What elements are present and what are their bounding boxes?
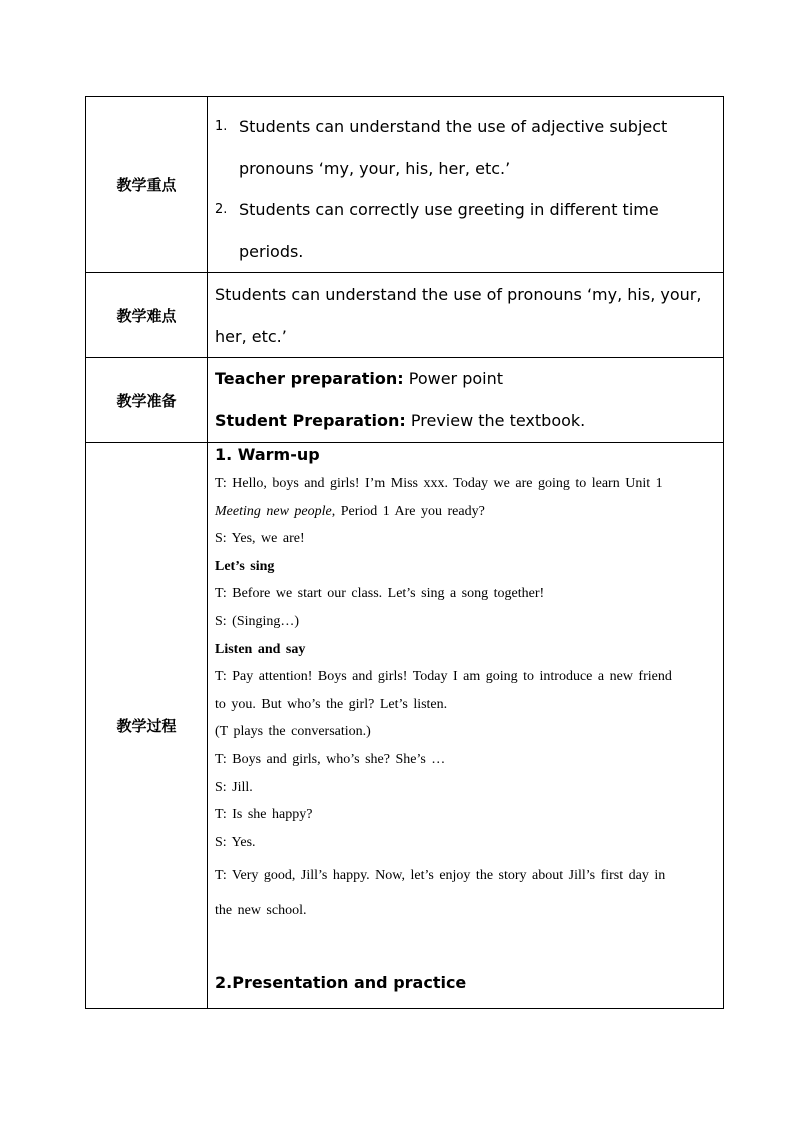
row-preparation (86, 358, 724, 443)
dialogue-text: , Period 1 Are you ready? (331, 503, 485, 519)
key-points-list (215, 97, 716, 272)
stage-note: (T plays the conversation.) (215, 724, 371, 740)
paragraph (215, 273, 716, 357)
difficult-points-content (208, 273, 724, 358)
preparation-content (208, 358, 724, 443)
field-value: Power point (403, 369, 504, 388)
section-heading: 1. Warm-up (215, 445, 320, 464)
dialogue-line: T: Very good, Jill’s happy. Now, let’s enjoy the story about Jill’s first day in (215, 868, 666, 884)
subsection-heading: Let’s sing (215, 558, 275, 574)
key-points-content (208, 97, 724, 273)
list-line: pronouns ‘my, your, his, her, etc.’ (239, 158, 511, 178)
list-number: 1. (215, 119, 228, 134)
row-label: 教学难点 (86, 273, 208, 358)
lesson-plan-table (85, 96, 724, 1009)
field-label: Teacher preparation: (215, 369, 404, 388)
dialogue-line: T: Is she happy? (215, 807, 313, 823)
subsection-heading: Listen and say (215, 641, 306, 657)
list-line: Students can understand the use of adjective subject (239, 117, 668, 136)
dialogue-line: T: Boys and girls, who’s she? She’s … (215, 751, 446, 767)
row-label: 教学过程 (86, 443, 208, 1009)
dialogue-line: S: Yes, we are! (215, 531, 305, 547)
list-line: periods. (239, 241, 304, 261)
dialogue-line: S: Jill. (215, 779, 253, 795)
list-item (215, 189, 716, 272)
list-number: 2. (215, 202, 228, 217)
dialogue-line: S: (Singing…) (215, 613, 300, 629)
text-line: her, etc.’ (215, 326, 287, 346)
dialogue-line: T: Pay attention! Boys and girls! Today I am going to introduce a new friend (215, 669, 672, 685)
section-heading: 2.Presentation and practice (215, 973, 467, 993)
dialogue-line (215, 498, 716, 526)
unit-title: Meeting new people (215, 503, 332, 519)
row-teaching-process (86, 443, 724, 1009)
teaching-process-content (208, 443, 724, 1009)
list-item (215, 106, 716, 189)
row-difficult-points (86, 273, 724, 358)
list-line: Students can correctly use greeting in different time (239, 200, 659, 219)
spacer (215, 926, 716, 972)
row-label: 教学重点 (86, 97, 208, 273)
field-value: Preview the textbook. (405, 411, 586, 430)
field-label: Student Preparation: (215, 411, 406, 430)
row-key-points (86, 97, 724, 273)
student-preparation (215, 400, 716, 442)
row-label: 教学准备 (86, 358, 208, 443)
dialogue-line: T: Hello, boys and girls! I’m Miss xxx. Today we are going to learn Unit 1 (215, 476, 663, 491)
dialogue-line: the new school. (215, 903, 307, 919)
dialogue-line: to you. But who’s the girl? Let’s listen. (215, 696, 448, 712)
text-line: Students can understand the use of pronouns ‘my, his, your, (215, 285, 702, 304)
teacher-preparation (215, 358, 716, 400)
dialogue-line: T: Before we start our class. Let’s sing a song together! (215, 586, 545, 602)
dialogue-line: S: Yes. (215, 834, 256, 850)
